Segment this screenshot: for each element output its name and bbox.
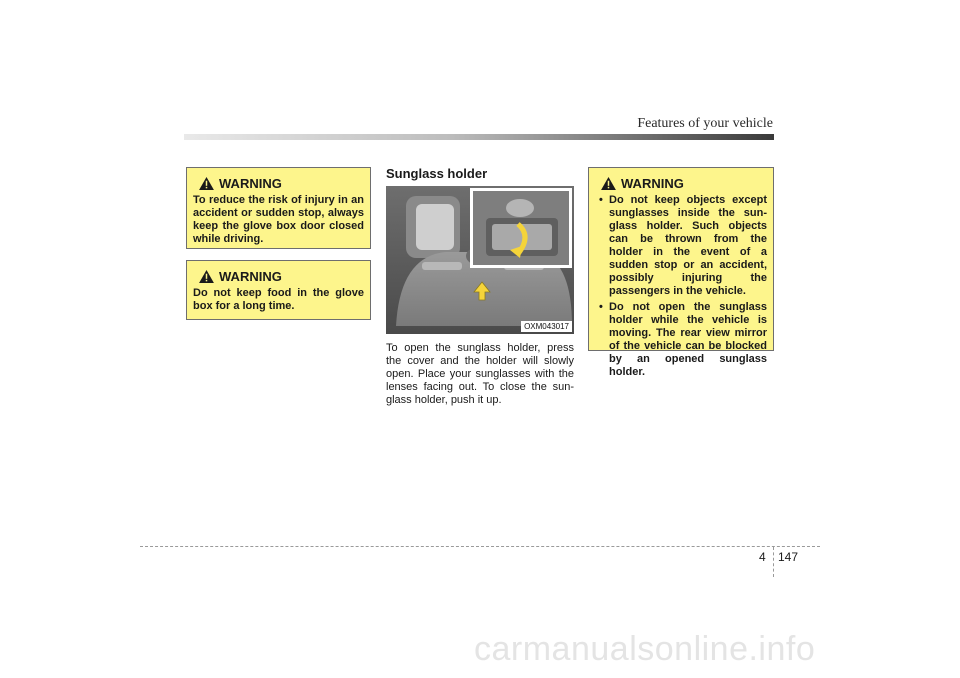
warning-title bbox=[199, 176, 364, 191]
warning-box-glove-food bbox=[186, 260, 371, 320]
list-item bbox=[595, 301, 767, 379]
sunglass-holder-photo bbox=[386, 186, 574, 334]
header-section-title: Features of your vehicle bbox=[637, 116, 773, 131]
watermark: carmanualsonline.info bbox=[474, 630, 816, 668]
bullet-icon: • bbox=[599, 301, 603, 313]
page-number: 147 bbox=[778, 550, 799, 564]
footer-rule bbox=[140, 546, 820, 547]
footer-divider bbox=[773, 547, 774, 577]
warning-item-text: Do not open the sunglass holder while the vehicle is moving. The rear view mirror of the vehicle can be blocked by an opened sunglass holder. bbox=[609, 301, 767, 378]
warning-title bbox=[199, 269, 364, 284]
warning-triangle-icon bbox=[199, 177, 214, 190]
warning-text: Do not keep food in the glove box for a long time. bbox=[193, 287, 364, 312]
image-caption: OXM043017 bbox=[521, 321, 572, 332]
warning-triangle-icon bbox=[199, 270, 214, 283]
sunglass-holder-instructions: To open the sunglass holder, press the cover and the holder will slowly open. Place your sunglasses with the lenses facing out. To close the sun-glass holder, push it up. bbox=[386, 342, 574, 406]
warning-box-sunglass bbox=[588, 167, 774, 378]
warning-title-text: WARNING bbox=[219, 176, 282, 191]
warning-list bbox=[595, 194, 767, 379]
bullet-icon: • bbox=[599, 194, 603, 206]
warning-title-text: WARNING bbox=[219, 269, 282, 284]
header-rule bbox=[184, 134, 774, 140]
warning-text: To reduce the risk of injury in an accident or sudden stop, always keep the glove box door closed while driving. bbox=[193, 194, 364, 245]
list-item bbox=[595, 194, 767, 298]
sunglass-holder-heading: Sunglass holder bbox=[386, 166, 488, 181]
warning-title bbox=[601, 176, 767, 191]
warning-triangle-icon bbox=[601, 177, 616, 190]
chapter-number: 4 bbox=[759, 550, 766, 564]
warning-title-text: WARNING bbox=[621, 176, 684, 191]
warning-item-text: Do not keep objects except sunglasses inside the sun-glass holder. Such objects can be thrown from the holder in the event of a sudden stop or an accident, possibly injuring the passengers in the vehicle. bbox=[609, 194, 767, 297]
warning-box-glove-door bbox=[186, 167, 371, 249]
sunglass-holder-illustration bbox=[386, 186, 574, 334]
